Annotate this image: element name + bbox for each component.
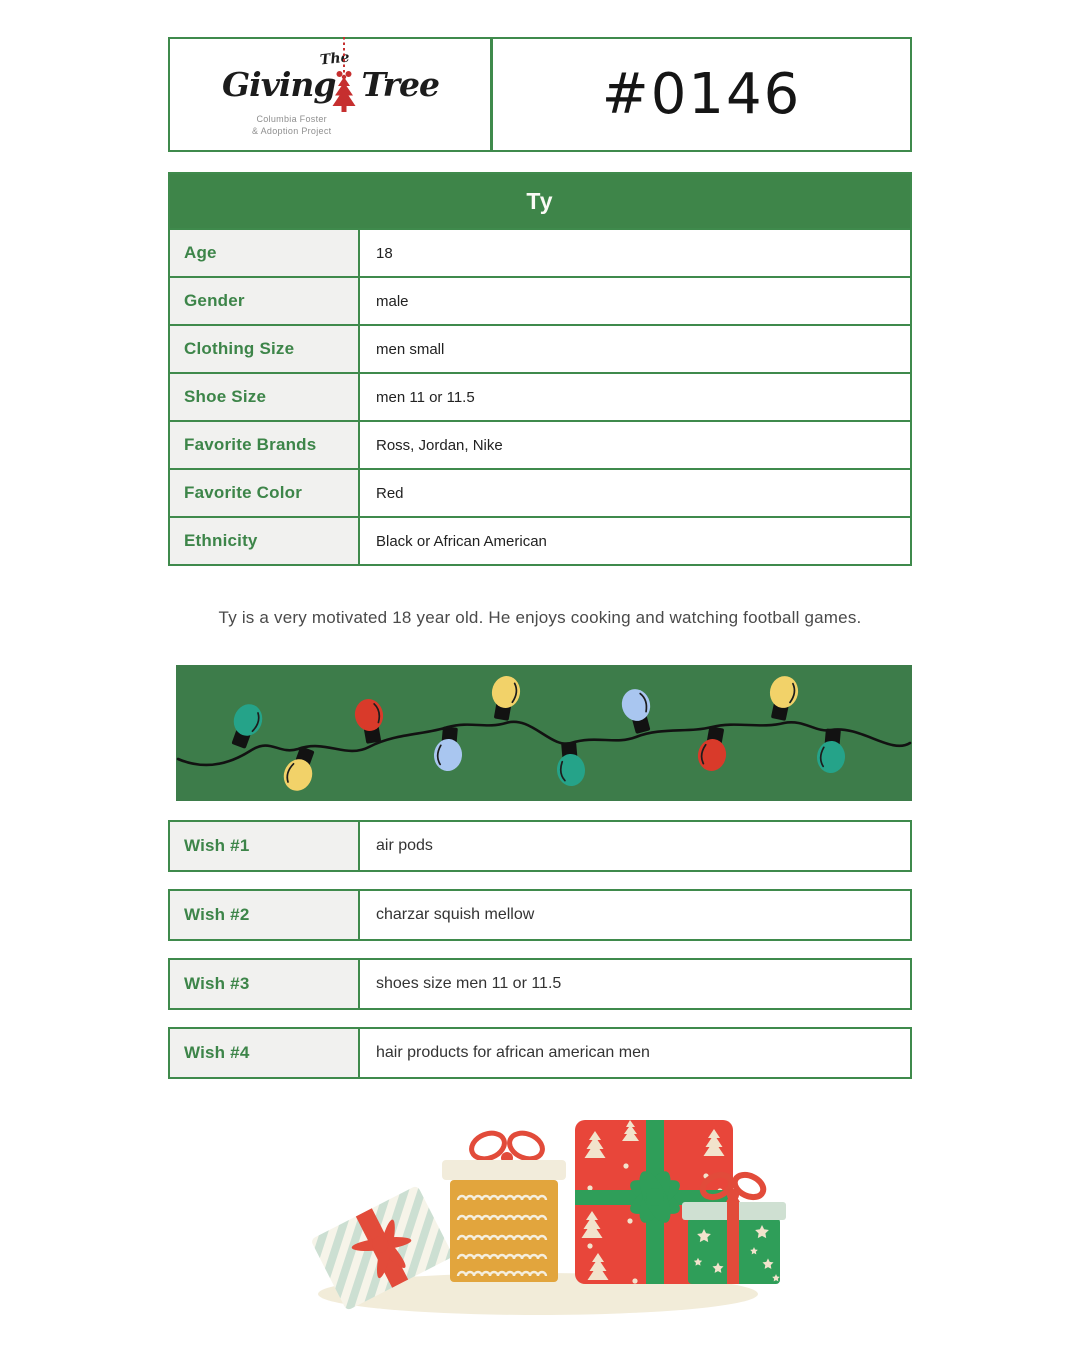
light-bulb <box>352 697 387 745</box>
row-value-shoe-size: men 11 or 11.5 <box>376 388 475 406</box>
row-value-favorite-brands: Ross, Jordan, Nike <box>376 436 503 454</box>
light-bulb <box>279 744 320 795</box>
row-label-gender: Gender <box>170 278 360 324</box>
table-row <box>170 516 910 564</box>
logo-subtitle-line1: Columbia Foster <box>256 113 327 124</box>
light-bulb <box>433 726 465 772</box>
wish-row-3 <box>168 958 912 1010</box>
row-value-ethnicity: Black or African American <box>376 532 547 550</box>
wish-3-value: shoes size men 11 or 11.5 <box>376 975 562 992</box>
row-label-favorite-color: Favorite Color <box>170 470 360 516</box>
light-bulb <box>487 674 522 722</box>
row-value-favorite-color: Red <box>376 484 404 502</box>
gifts-illustration <box>290 1096 790 1326</box>
table-row <box>170 228 910 276</box>
row-label-ethnicity: Ethnicity <box>170 518 360 564</box>
table-row <box>170 276 910 324</box>
logo-cell <box>170 39 493 150</box>
christmas-lights-banner <box>176 665 912 801</box>
table-row <box>170 468 910 516</box>
wish-row-2 <box>168 889 912 941</box>
light-bulb <box>555 741 587 787</box>
child-description: Ty is a very motivated 18 year old. He enjoys cooking and watching football games. <box>218 608 862 627</box>
row-label-shoe-size: Shoe Size <box>170 374 360 420</box>
profile-table <box>168 172 912 566</box>
row-value-gender: male <box>376 292 409 310</box>
header-table <box>168 37 912 152</box>
wish-1-label: Wish #1 <box>170 822 360 870</box>
row-label-age: Age <box>170 230 360 276</box>
wish-4-value: hair products for african american men <box>376 1044 650 1061</box>
wish-3-label: Wish #3 <box>170 960 360 1008</box>
light-bulb <box>816 728 848 774</box>
logo-word-giving: Giving <box>222 64 336 104</box>
row-value-clothing-size: men small <box>376 340 445 358</box>
logo-the-text: The <box>319 49 351 68</box>
light-bulb <box>225 700 266 751</box>
logo-word-tree: Tree <box>361 64 440 104</box>
light-bulb <box>695 725 730 773</box>
table-row <box>170 420 910 468</box>
child-name-header: Ty <box>170 174 910 228</box>
wish-row-1 <box>168 820 912 872</box>
row-label-favorite-brands: Favorite Brands <box>170 422 360 468</box>
gift-gold-squiggle <box>442 1129 566 1282</box>
giving-tree-logo <box>222 49 438 141</box>
wish-4-label: Wish #4 <box>170 1029 360 1077</box>
row-label-clothing-size: Clothing Size <box>170 326 360 372</box>
wish-1-value: air pods <box>376 837 433 854</box>
light-bulb <box>764 673 801 722</box>
tag-number: #0146 <box>601 62 802 127</box>
logo-subtitle-line2: & Adoption Project <box>252 125 332 136</box>
table-row <box>170 324 910 372</box>
light-bulb <box>618 686 656 736</box>
wish-2-value: charzar squish mellow <box>376 906 535 923</box>
table-row <box>170 372 910 420</box>
tag-number-cell <box>493 39 910 150</box>
lights-svg <box>176 665 912 801</box>
light-string-wire <box>178 722 910 765</box>
row-value-age: 18 <box>376 244 393 262</box>
christmas-tree-ornament-icon <box>326 37 362 115</box>
wish-row-4 <box>168 1027 912 1079</box>
wish-2-label: Wish #2 <box>170 891 360 939</box>
